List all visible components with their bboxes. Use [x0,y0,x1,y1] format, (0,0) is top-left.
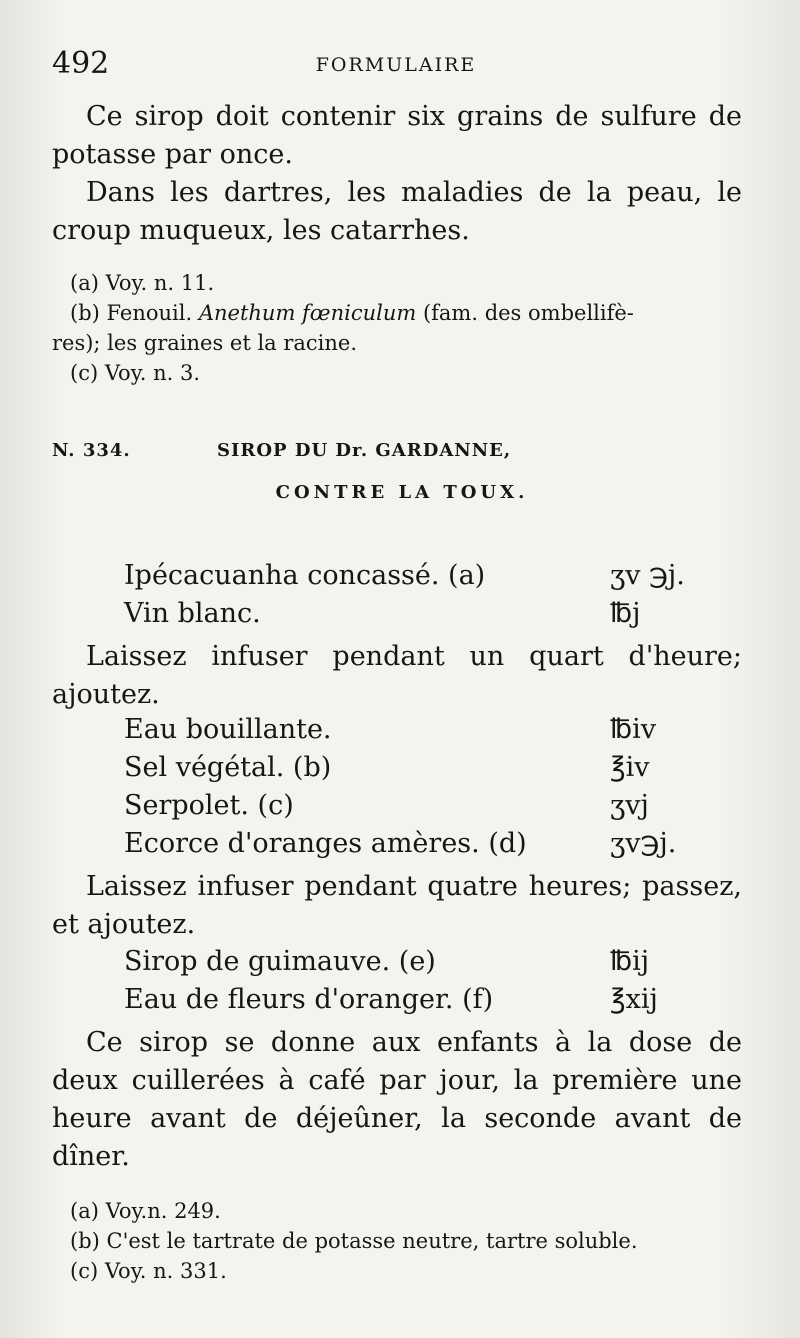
ingredient-name: Sel végétal. (b) [124,752,332,783]
ingredient-quantity: ℥iv [610,752,650,783]
ingredient-row [124,752,684,790]
intro-paragraph-2: Dans les dartres, les maladies de la peau, le croup muqueux, les catarrhes. [52,177,742,246]
footnote-b-latin: Anethum fœniculum [198,301,417,325]
ingredient-quantity: ℔j [610,598,641,629]
footnote-b: (b) C'est le tartrate de potasse neutre, tartre soluble. [70,1229,638,1253]
ingredient-quantity: ℔ij [610,946,650,977]
page-header [52,48,740,88]
ingredient-quantity: ℔iv [610,714,656,745]
instruction-paragraph-1: Laissez infuser pendant un quart d'heure; ajoutez. [52,641,742,710]
section-title: SIROP DU Dr. GARDANNE, [217,440,512,461]
bottom-footnotes [52,1196,752,1286]
ingredient-row [124,560,684,598]
ingredient-name: Serpolet. (c) [124,790,294,821]
ingredient-row [124,946,684,984]
top-footnotes [52,268,752,388]
ingredient-row [124,790,684,828]
ingredient-name: Vin blanc. [124,598,261,629]
dosage-paragraph: Ce sirop se donne aux enfants à la dose de deux cuillerées à café par jour, la première une heure avant de déjeûner, la seconde avant de dîner. [52,1027,742,1172]
ingredient-row [124,828,684,866]
footnote-b-line2: res); les graines et la racine. [52,331,358,355]
page-number: 492 [52,46,110,81]
running-title: FORMULAIRE [315,54,477,76]
footnote-a: (a) Voy.n. 249. [70,1199,221,1223]
ingredient-row [124,598,684,636]
footnote-b [52,298,752,328]
ingredient-row [124,984,684,1022]
ingredient-row [124,714,684,752]
footnote-b-suffix: (fam. des ombellifè- [416,301,634,325]
footnote-c: (c) Voy. n. 331. [70,1259,227,1283]
ingredient-name: Ecorce d'oranges amères. (d) [124,828,527,859]
ingredient-name: Eau de fleurs d'oranger. (f) [124,984,494,1015]
instruction-paragraph-2: Laissez infuser pendant quatre heures; passez, et ajoutez. [52,871,742,940]
ingredient-quantity: ʒv℈j. [610,828,677,859]
ingredient-quantity: ʒvj [610,790,649,821]
footnote-c: (c) Voy. n. 3. [70,361,201,385]
footnote-a: (a) Voy. n. 11. [70,271,215,295]
section-heading [52,440,752,480]
ingredient-name: Sirop de guimauve. (e) [124,946,436,977]
ingredient-name: Ipécacuanha concassé. (a) [124,560,486,591]
ingredient-name: Eau bouillante. [124,714,332,745]
ingredient-quantity: ʒv ℈j. [610,560,685,591]
section-number: N. 334. [52,440,131,461]
ingredient-quantity: ℥xij [610,984,658,1015]
intro-paragraph-1: Ce sirop doit contenir six grains de sulfure de potasse par once. [52,101,742,170]
footnote-b-prefix: (b) Fenouil. [70,301,199,325]
section-subtitle: CONTRE LA TOUX. [275,482,529,503]
